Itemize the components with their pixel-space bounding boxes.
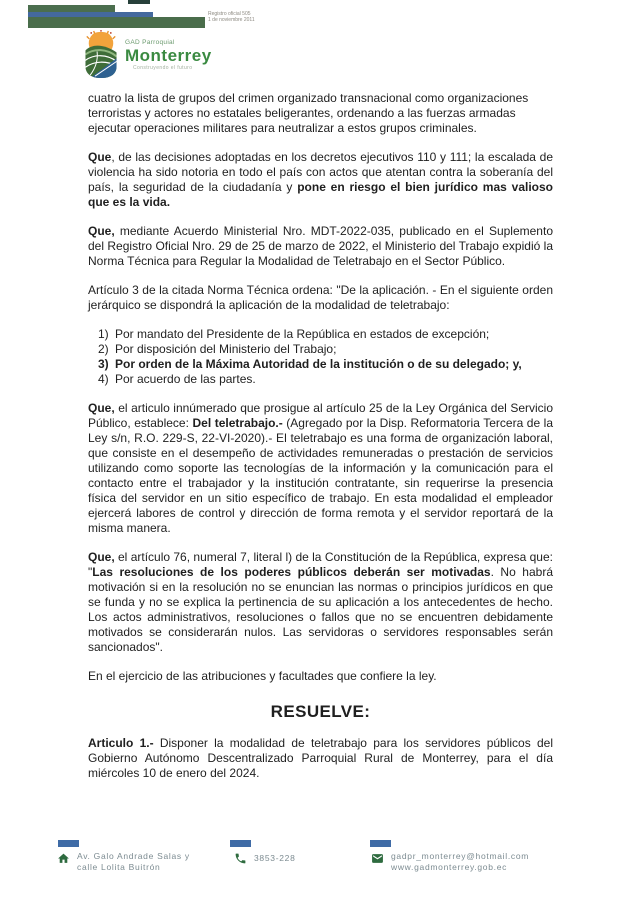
list-item xyxy=(98,357,553,372)
address-line1: Av. Galo Andrade Salas y xyxy=(77,851,190,861)
text-run: Del teletrabajo.- xyxy=(192,416,283,430)
footer-accent-bar xyxy=(58,840,79,847)
logo-name: Monterrey xyxy=(125,46,212,65)
text-run: Articulo 1.- xyxy=(88,736,154,750)
header-bar-green-large xyxy=(28,17,205,28)
footer-email: gadpr_monterrey@hotmail.com xyxy=(391,851,530,861)
text-run: pone en riesgo el bien jurídico mas valioso que es la vida. xyxy=(88,180,553,209)
list-item xyxy=(98,372,553,387)
scan-artifact-mark xyxy=(128,0,150,4)
footer-contact-block xyxy=(371,851,529,872)
paragraph xyxy=(88,401,553,536)
document-body xyxy=(88,91,553,795)
text-run: , de las decisiones adoptadas en los decretos ejecutivos 110 y 111; la escalada de violencia ha sido notoria en todo el país con actos que atentan contra la soberanía del país, la seguridad de la ciudadanía y xyxy=(88,150,553,194)
list-item-text: Por acuerdo de las partes. xyxy=(115,372,256,386)
paragraph xyxy=(88,283,553,313)
text-run: mediante Acuerdo Ministerial Nro. MDT-2022-035, publicado en el Suplemento del Registro Oficial Nro. 29 de 25 de marzo de 2022, el Ministerio del Trabajo expidió la Norma Técnica para Regular la Modalidad de Teletrabajo en el Sector Público. xyxy=(88,224,553,268)
logo-text-block xyxy=(125,39,212,71)
logo-emblem-icon xyxy=(82,30,120,84)
list-item xyxy=(98,327,553,342)
list-item xyxy=(98,342,553,357)
list-item-text: Por orden de la Máxima Autoridad de la institución o de su delegado; y, xyxy=(115,357,522,371)
footer-website: www.gadmonterrey.gob.ec xyxy=(391,861,508,872)
text-run: Disponer la modalidad de teletrabajo para los servidores públicos del Gobierno Autónomo Descentralizado Parroquial Rural de Monterrey, para el día miércoles 10 de enero del 2024. xyxy=(88,736,553,780)
list-item-number: 1) xyxy=(98,327,109,341)
logo-org-label: GAD Parroquial xyxy=(125,39,175,46)
paragraph xyxy=(88,736,553,781)
paragraph xyxy=(88,224,553,269)
text-run: Que, xyxy=(88,550,115,564)
text-run: Que, xyxy=(88,401,115,415)
text-run: Las resoluciones de los poderes públicos deberán ser motivadas xyxy=(92,565,491,579)
footer-phone-block xyxy=(234,851,296,870)
footer-phone-text: 3853-228 xyxy=(254,853,296,863)
phone-icon xyxy=(234,852,247,870)
text-run: Artículo 3 de la citada Norma Técnica ordena: "De la aplicación. - En el siguiente orden jerárquico se dispondrá la aplicación de la modalidad de teletrabajo: xyxy=(88,283,553,312)
registro-line2: 1 de noviembre 2011 xyxy=(208,17,255,23)
text-run: (Agregado por la Disp. Reformatoria Tercera de la Ley s/n, R.O. 229-S, 22-VI-2020).- El teletrabajo es una forma de organización laboral, que consiste en el desempeño de actividades remuneradas o prestación de servicios utilizando como soporte las tecnologías de la información y la comunicación para el contacto entre el trabajador y la institución contratante, sin requerirse la presencia física del servidor en un sitio específico de trabajo. En esta modalidad el empleador ejercerá labores de control y dirección de forma remota y el servidor reportará de la misma manera. xyxy=(88,416,554,535)
text-run: el artículo 76, numeral 7, literal l) de la Constitución de la República, expresa que: " xyxy=(88,550,553,579)
text-run: cuatro la lista de grupos del crimen organizado transnacional como organizaciones terroristas y actores no estatales beligerantes, ordenando a las fuerzas armadas ejecutar operaciones militares para neutralizar a estos grupos criminales. xyxy=(88,91,529,135)
text-run: . No habrá motivación si en la resolución no se enuncian las normas o principios jurídicos en que se funda y no se explica la pertinencia de su aplicación a los antecedentes de hecho. Los actos administrativos, resoluciones o fallos que no se encuentren debidamente motivados se considerarán nulos. Las servidoras o servidores responsables serán sancionados". xyxy=(88,565,553,654)
footer-address-text xyxy=(77,851,190,872)
text-run: Que xyxy=(88,150,112,164)
paragraph xyxy=(88,669,553,684)
list-item-number: 3) xyxy=(98,357,109,371)
list-item-number: 2) xyxy=(98,342,109,356)
footer-accent-bar xyxy=(230,840,251,847)
home-icon xyxy=(57,852,70,870)
gad-monterrey-logo xyxy=(82,30,212,84)
text-run: En el ejercicio de las atribuciones y facultades que confiere la ley. xyxy=(88,669,437,683)
registro-oficial-note xyxy=(208,11,255,23)
address-line2: calle Lolita Buitrón xyxy=(77,861,161,872)
list-item-number: 4) xyxy=(98,372,109,386)
text-run: Que, xyxy=(88,224,115,238)
logo-tagline: Construyendo el futuro xyxy=(133,65,193,71)
resuelve-heading: RESUELVE: xyxy=(270,702,371,721)
list-item-text: Por disposición del Ministerio del Trabajo; xyxy=(115,342,337,356)
text-run: el articulo innúmerado que prosigue al artículo 25 de la Ley Orgánica del Servicio Público, establece: xyxy=(88,401,553,430)
footer-address-block xyxy=(57,851,190,872)
ordered-list xyxy=(98,327,553,387)
registro-line1: Registro oficial 505 xyxy=(208,11,251,17)
paragraph xyxy=(88,550,553,655)
list-item-text: Por mandato del Presidente de la República en estados de excepción; xyxy=(115,327,490,341)
paragraph xyxy=(88,150,553,210)
footer-accent-bar xyxy=(370,840,391,847)
mail-icon xyxy=(371,852,384,870)
paragraph xyxy=(88,91,553,136)
footer-contact-text xyxy=(391,851,529,872)
